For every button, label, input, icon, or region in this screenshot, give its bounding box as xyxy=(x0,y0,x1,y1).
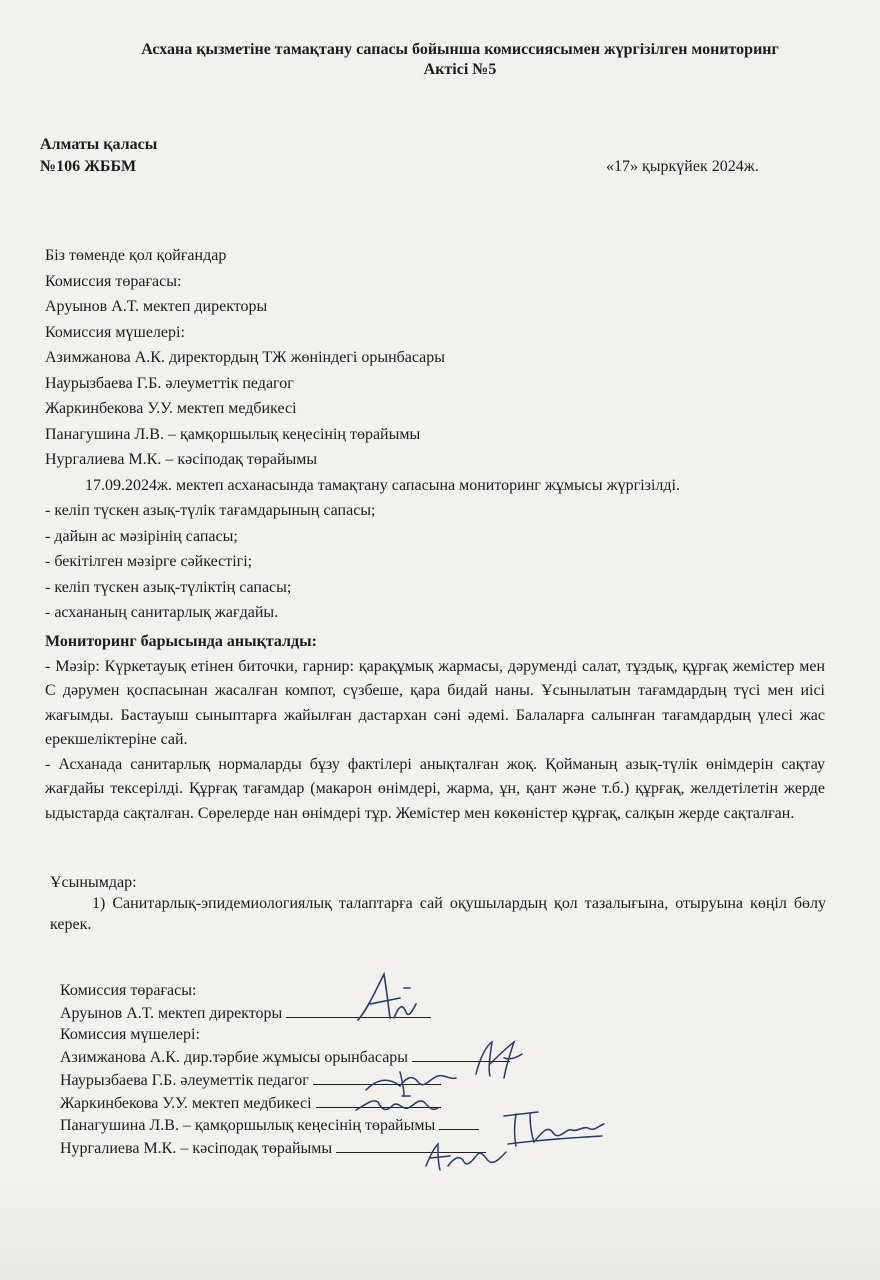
findings-heading: Мониторинг барысында анықталды: xyxy=(45,633,317,650)
check-item: - келіп түскен азық-түлік тағамдарының сапасы; xyxy=(45,502,376,519)
intro-line: Наурызбаева Г.Б. әлеуметтік педагог xyxy=(45,374,294,392)
paper-shadow xyxy=(0,1180,880,1280)
signature-member-1-mark xyxy=(470,1038,530,1080)
signer-name: Жаркинбекова У.У. мектеп медбикесі xyxy=(60,1094,312,1112)
school-name: №106 ЖББМ xyxy=(40,158,137,175)
check-item: - асхананың санитарлық жағдайы. xyxy=(45,604,279,621)
check-item: - келіп түскен азық-түліктің сапасы; xyxy=(45,578,292,596)
signature-member-3-mark xyxy=(352,1092,442,1120)
intro-line: Панагушина Л.В. – қамқоршылық кеңесінің төрайымы xyxy=(45,425,421,443)
signer-name: Азимжанова А.К. дир.тәрбие жұмысы орынбасары xyxy=(60,1049,409,1067)
intro-line: Комиссия төрағасы: xyxy=(45,272,182,290)
city-name: Алматы қаласы xyxy=(40,136,158,153)
recommendation-item: 1) Санитарлық-эпидемиологиялық талаптарға сай оқушылардың қол тазалығына, отыруына көңіл бөлу керек. xyxy=(50,895,826,933)
signature-member-4-mark xyxy=(498,1106,608,1150)
signature-line xyxy=(439,1114,479,1130)
check-item: - бекітілген мәзірге сәйкестігі; xyxy=(45,553,253,570)
signer-name: Наурызбаева Г.Б. әлеуметтік педагог xyxy=(60,1071,309,1089)
recommendations-heading: Ұсынымдар: xyxy=(50,874,137,891)
findings-paragraph-1: - Мәзір: Күркетауық етінен биточки, гарнир: қарақұмық жармасы, дәруменді салат, тұздық, құрғақ жемістер мен С дәрумен қоспасынан жасалған компот, сүзбеше, қара бидай наны. Ұсынылатын тағамдардың түсі мен иісі жағымды. Бастауыш сыныптарға жайылған дастархан сәні әдемі. Балаларға салынған тағамдардың үлесі жас ерекшеліктеріне сай. xyxy=(45,657,825,748)
monitoring-statement: 17.09.2024ж. мектеп асханасында тамақтану сапасына мониторинг жұмысы жүргізілді. xyxy=(85,476,680,494)
signer-name: Аруынов А.Т. мектеп директоры xyxy=(60,1004,283,1022)
intro-section xyxy=(45,243,835,626)
signature-chair-mark xyxy=(350,968,430,1028)
intro-line: Нургалиева М.К. – кәсіподақ төрайымы xyxy=(45,451,318,468)
findings-section xyxy=(45,630,825,826)
location-block xyxy=(40,134,157,178)
chair-heading: Комиссия төрағасы: xyxy=(60,982,197,999)
findings-paragraph-2: - Асханада санитарлық нормаларды бұзу фактілері анықталған жоқ. Қойманың азық-түлік өнімдерін сақтау жағдайы тексерілді. Құрғақ тағамдар (макарон өнімдері, жарма, ұн, қант және т.б.) құрғақ, желдетілетін жерде ыдыстарда сақталған. Сөрелерде нан өнімдері тұр. Жемістер мен көкөністер құрғақ, салқын жерде сақталған. xyxy=(45,755,825,822)
document-title xyxy=(40,40,880,80)
document-date: «17» қыркүйек 2024ж. xyxy=(606,158,759,175)
signer-name: Панагушина Л.В. – қамқоршылық кеңесінің төрайымы xyxy=(60,1117,436,1135)
title-line-1: Асхана қызметіне тамақтану сапасы бойынша комиссиясымен жүргізілген мониторинг xyxy=(141,41,779,58)
intro-line: Жаркинбекова У.У. мектеп медбикесі xyxy=(45,400,297,417)
title-line-2: Актісі №5 xyxy=(423,61,497,78)
intro-line: Азимжанова А.К. директордың ТЖ жөніндегі орынбасары xyxy=(45,349,446,366)
signature-member-5-mark xyxy=(420,1140,510,1174)
signer-name: Нургалиева М.К. – кәсіподақ төрайымы xyxy=(60,1139,333,1157)
intro-line: Біз төменде қол қойғандар xyxy=(45,247,227,264)
signature-row-member xyxy=(60,1046,660,1069)
recommendations-section xyxy=(50,872,826,935)
intro-line: Аруынов А.Т. мектеп директоры xyxy=(45,298,268,315)
members-heading: Комиссия мүшелері: xyxy=(60,1026,200,1044)
check-item: - дайын ас мәзірінің сапасы; xyxy=(45,527,238,545)
intro-line: Комиссия мүшелері: xyxy=(45,323,185,341)
